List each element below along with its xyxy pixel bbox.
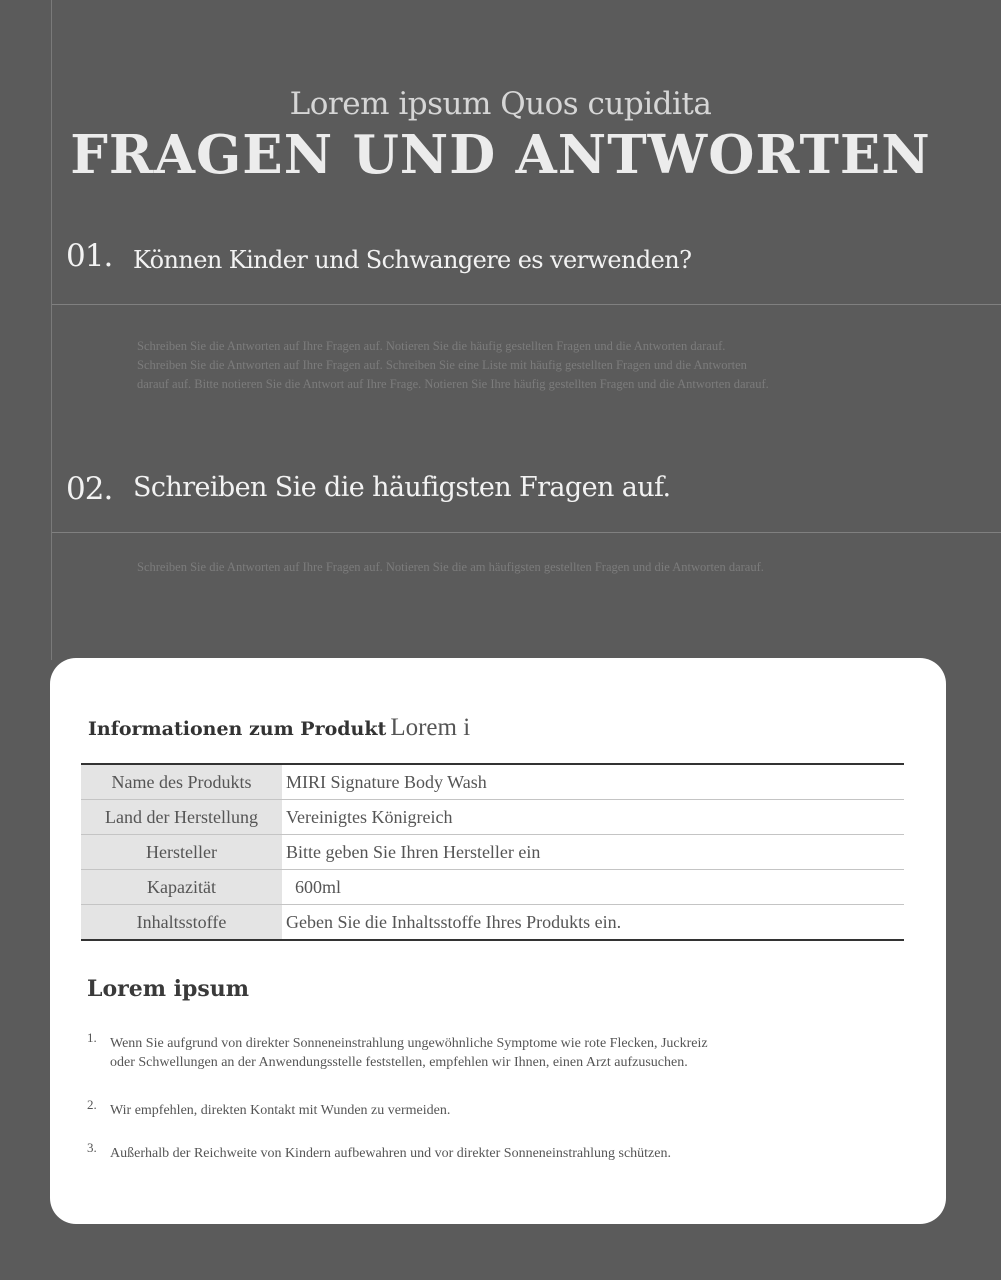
row-value: 600ml (282, 870, 904, 905)
page-subtitle: Lorem ipsum Quos cupidita (289, 86, 712, 122)
page-title: FRAGEN UND ANTWORTEN (70, 124, 931, 186)
note-line: Wenn Sie aufgrund von direkter Sonneneinstrahlung ungewöhnliche Symptome wie rote Flecken, Juckreiz (110, 1036, 708, 1051)
faq-answer-1 (137, 337, 897, 394)
row-value: Vereinigtes Königreich (282, 800, 904, 835)
table-row (81, 870, 904, 905)
faq-question-2: Schreiben Sie die häufigsten Fragen auf. (133, 472, 671, 503)
product-info-title: Informationen zum Produkt (88, 718, 387, 740)
faq-answer-2 (137, 558, 897, 577)
table-row (81, 835, 904, 870)
product-info-subtitle: Lorem i (390, 714, 471, 741)
row-label: Name des Produkts (81, 764, 282, 800)
table-row (81, 905, 904, 941)
row-label: Inhaltsstoffe (81, 905, 282, 941)
answer-line: Schreiben Sie die Antworten auf Ihre Fragen auf. Notieren Sie die am häufigsten gestellten Fragen und die Antworten darauf. (137, 560, 764, 574)
answer-line: Schreiben Sie die Antworten auf Ihre Fragen auf. Notieren Sie die häufig gestellten Fragen und die Antworten darauf. (137, 339, 726, 353)
note-text (110, 1034, 790, 1072)
product-spec-table (81, 763, 904, 941)
note-number: 2. (87, 1097, 97, 1112)
row-label: Land der Herstellung (81, 800, 282, 835)
row-label: Kapazität (81, 870, 282, 905)
faq-divider-2 (52, 532, 1001, 533)
note-text (110, 1101, 790, 1120)
table-row (81, 800, 904, 835)
note-number: 3. (87, 1140, 97, 1155)
table-row (81, 764, 904, 800)
note-number: 1. (87, 1030, 97, 1045)
answer-line: Schreiben Sie die Antworten auf Ihre Fragen auf. Schreiben Sie eine Liste mit häufig gestellten Fragen und die Antworten (137, 358, 747, 372)
row-label: Hersteller (81, 835, 282, 870)
note-line: Wir empfehlen, direkten Kontakt mit Wunden zu vermeiden. (110, 1103, 451, 1118)
notes-title: Lorem ipsum (87, 976, 250, 1002)
faq-question-1: Können Kinder und Schwangere es verwenden? (133, 246, 692, 274)
product-info-card (50, 658, 946, 1224)
note-text (110, 1144, 790, 1163)
faq-divider-1 (52, 304, 1001, 305)
faq-number-2: 02. (66, 471, 113, 507)
row-value: Bitte geben Sie Ihren Hersteller ein (282, 835, 904, 870)
row-value: Geben Sie die Inhaltsstoffe Ihres Produkts ein. (286, 911, 622, 932)
faq-number-1: 01. (66, 238, 113, 274)
note-line: Außerhalb der Reichweite von Kindern aufbewahren und vor direkter Sonneneinstrahlung schützen. (110, 1146, 671, 1161)
answer-line: darauf auf. Bitte notieren Sie die Antwort auf Ihre Frage. Notieren Sie Ihre häufig gestellten Fragen und die Antworten darauf. (137, 377, 769, 391)
note-line: oder Schwellungen an der Anwendungsstelle feststellen, empfehlen wir Ihnen, einen Arzt aufzusuchen. (110, 1055, 688, 1070)
product-info-header (88, 714, 470, 742)
row-value: MIRI Signature Body Wash (282, 764, 904, 800)
